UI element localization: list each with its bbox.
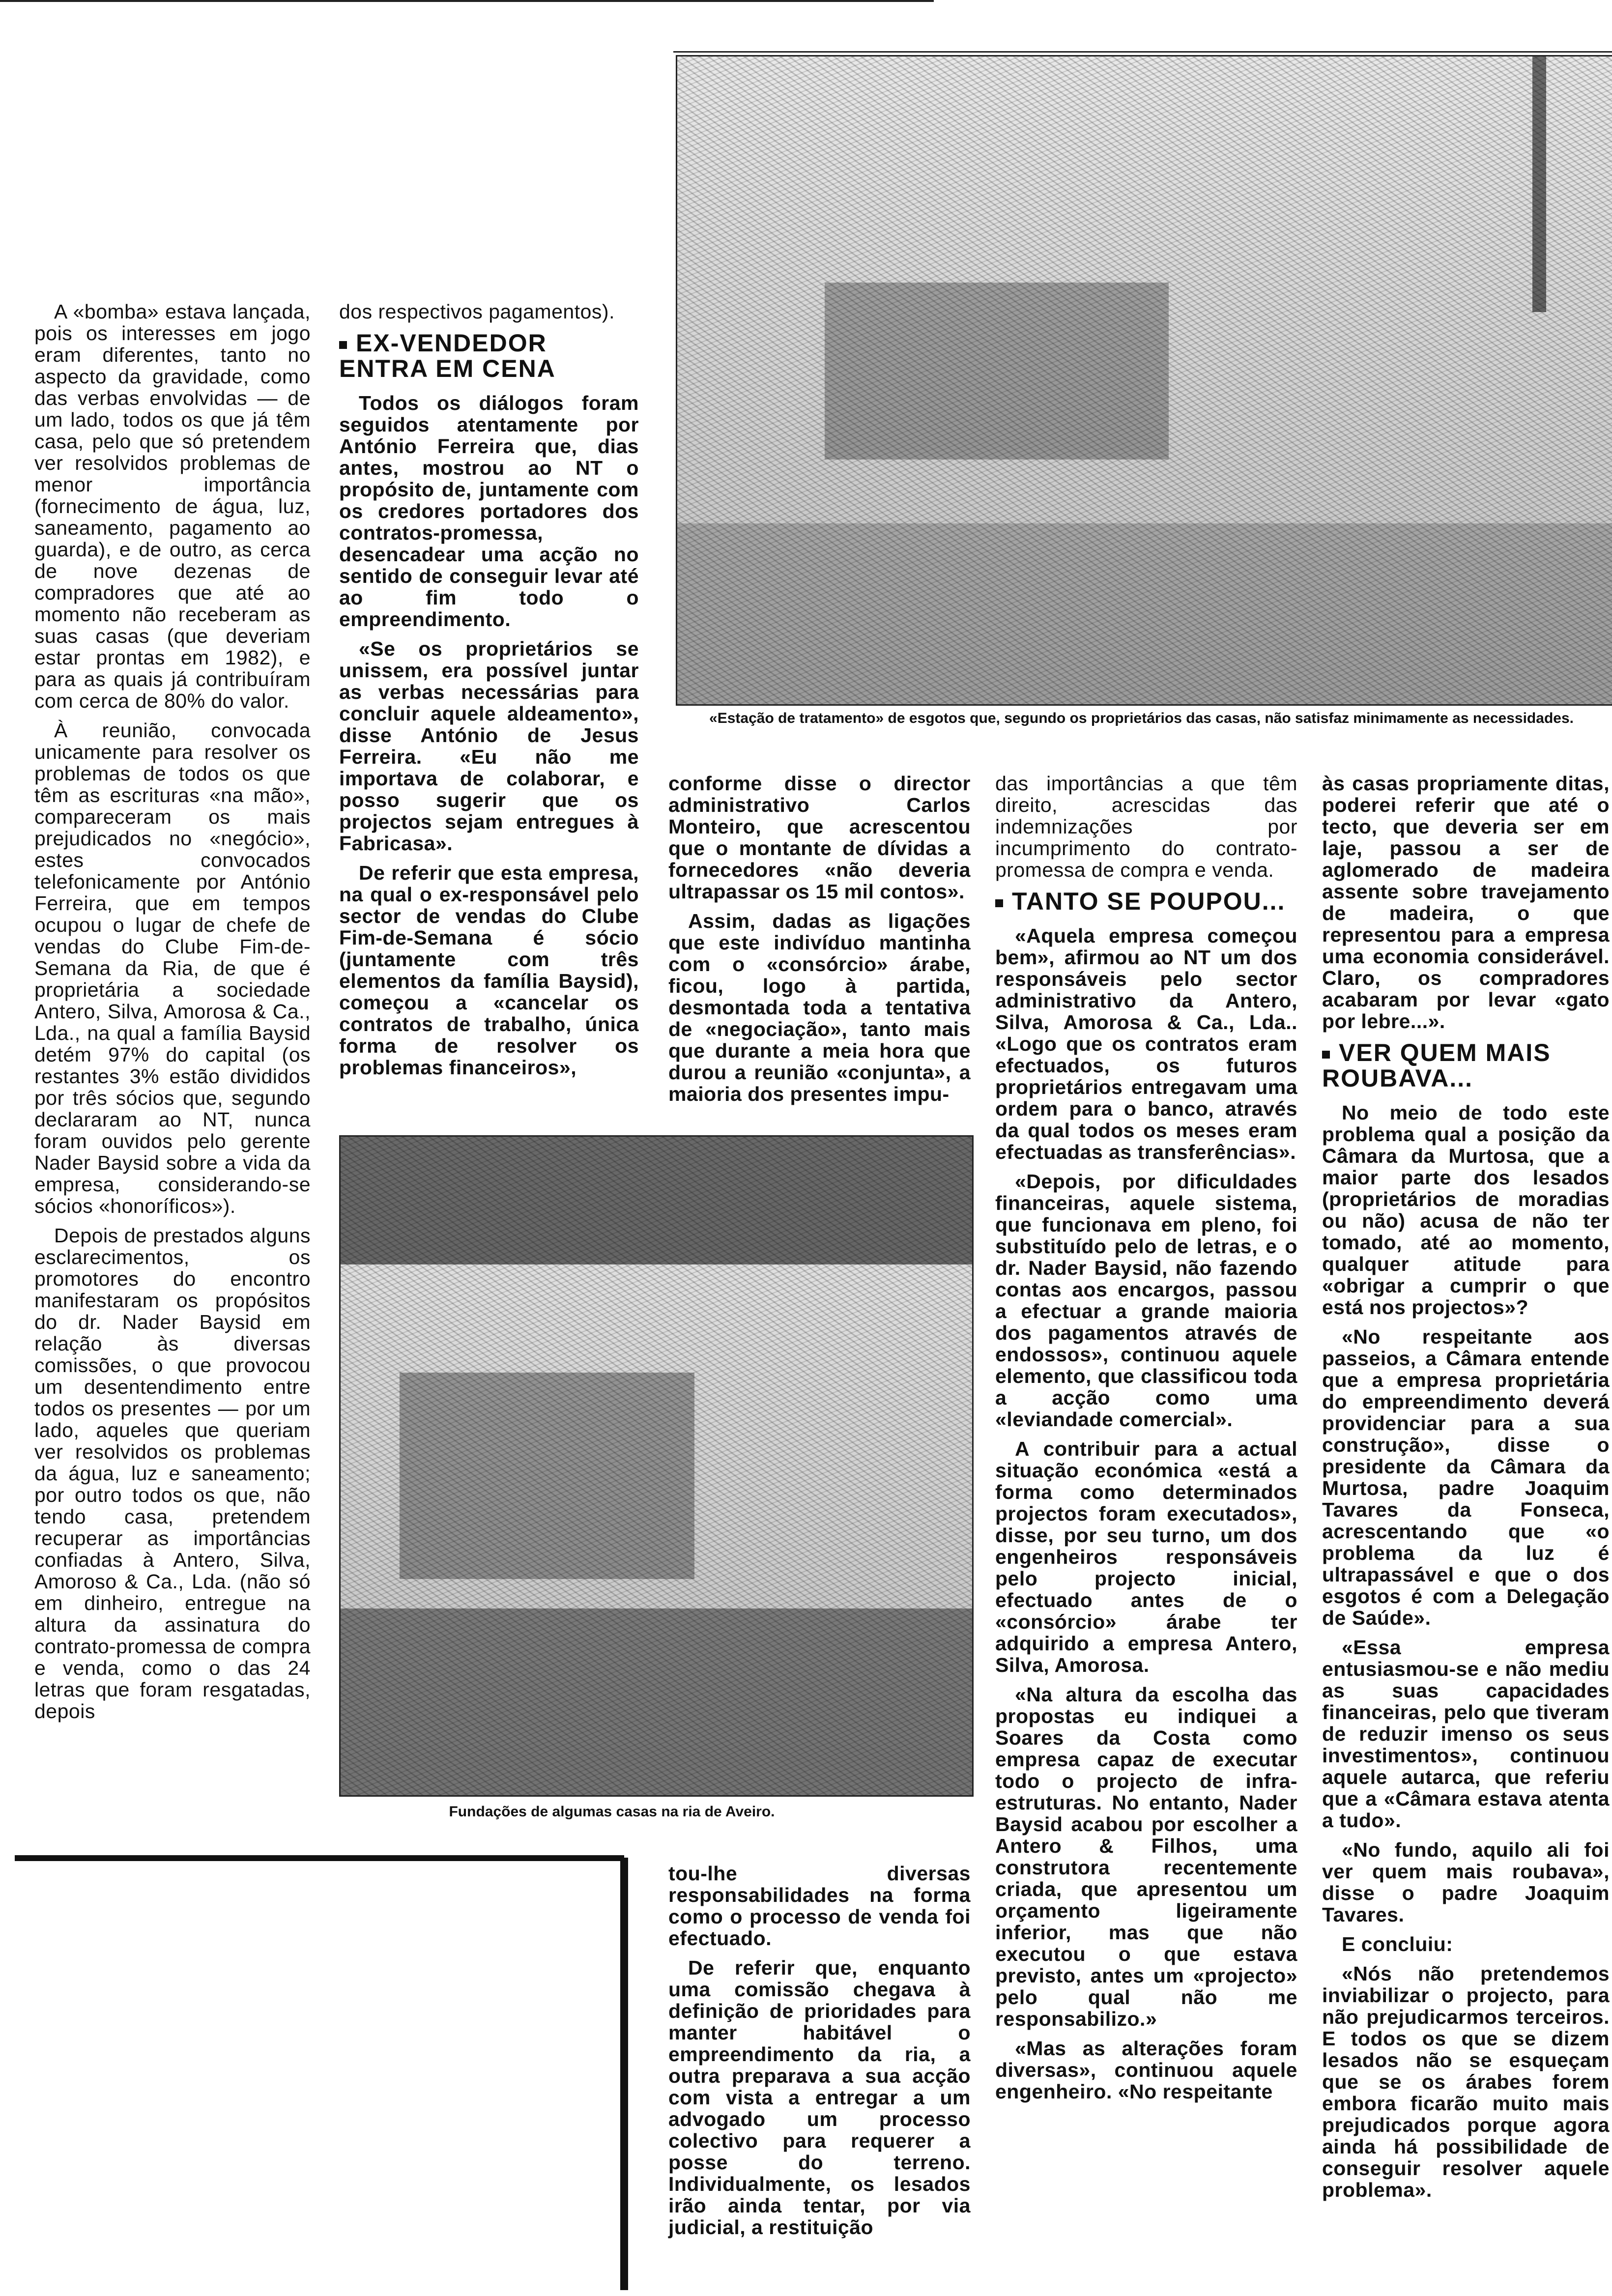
photo-top-rule: [673, 51, 1612, 53]
col4-paragraph-2: «Depois, por dificuldades financeiras, aquele sistema, que funcionava em pleno, foi substituído pelo de letras, e o dr. Nader Baysid, não fazendo contas aos encargos, passou a efectuar a grande maioria dos pagamentos através de endossos», continuou aquele elemento, que classificou toda a acção como uma «leviandade comercial».: [995, 1170, 1297, 1431]
subhead-ver-quem-mais-roubava: VER QUEM MAIS ROUBAVA...: [1322, 1039, 1551, 1092]
column-3: [668, 773, 971, 1113]
bullet-square-icon: [339, 341, 347, 349]
col5-paragraph-4: «No fundo, aquilo ali foi ver quem mais roubava», disse o padre Joaquim Tavares.: [1322, 1838, 1610, 1926]
col4-paragraph-5: «Mas as alterações foram diversas», continuou aquele engenheiro. «No respeitante: [995, 2037, 1297, 2103]
bullet-square-icon: [995, 899, 1003, 907]
bullet-square-icon: [1322, 1051, 1330, 1059]
col3-paragraph-2: Assim, dadas as ligações que este indivíduo mantinha com o «consórcio» árabe, ficou, logo à partida, desmontada toda a tentativa de «negociação», tanto mais que durante a meia hora que durou a reunião «conjunta», a maioria dos presentes impu-: [668, 910, 971, 1105]
subhead-ex-vendedor: EX-VENDEDOR ENTRA EM CENA: [339, 329, 556, 382]
col6-paragraph-2: De referir que, enquanto uma comissão chegava à definição de prioridades para manter habitável o empreendimento da ria, a outra preparava a sua acção com vista a entregar a um advogado um processo colectivo para requerer a posse do terreno. Individualmente, os lesados irão ainda tentar, por via judicial, a restituição: [668, 1956, 971, 2239]
col6-paragraph-1: tou-lhe diversas responsabilidades na forma como o processo de venda foi efectuado.: [668, 1862, 971, 1950]
col5-intro: às casas propriamente ditas, poderei referir que até o tecto, que deveria ser em laje, passou a ser de aglomerado de madeira assente sobre travejamento de madeira, o que representou para a empresa uma economia considerável. Claro, os compradores acabaram por levar «gato por lebre...».: [1322, 772, 1610, 1033]
photo-mid-caption: Fundações de algumas casas na ria de Aveiro.: [449, 1804, 775, 1820]
photo-sewage-station: [676, 55, 1612, 706]
top-rule: [0, 0, 934, 2]
col5-paragraph-5: E concluiu:: [1342, 1933, 1453, 1955]
subhead-tanto-se-poupou: TANTO SE POUPOU...: [995, 889, 1297, 914]
col5-paragraph-3: «Essa empresa entusiasmou-se e não mediu as suas capacidades financeiras, pelo que tiveram de reduzir imenso os seus investimentos», continuou aquele autarca, que referiu que a «Câmara estava atenta a tudo».: [1322, 1636, 1610, 1832]
column-2: [339, 301, 639, 1086]
col1-paragraph-1: A «bomba» estava lançada, pois os interesses em jogo eram diferentes, tanto no aspecto da gravidade, como das verbas envolvidas — de um lado, todos os que já têm casa, pelo que só pretendem ver resolvidos problemas de menor importância (fornecimento de água, luz, saneamento, pagamento ao guarda), e de outro, as cerca de nove dezenas de compradores que até ao momento não receberam as suas casas (que deveriam estar prontas em 1982), e para as quais já contribuíram com cerca de 80% do valor.: [34, 300, 311, 712]
column-5: [1322, 773, 1610, 2209]
bottom-black-bar: [15, 1855, 624, 1861]
column-4: [995, 773, 1297, 2110]
column-6: [668, 1863, 971, 2246]
col4-paragraph-4: «Na altura da escolha das propostas eu indiquei a Soares da Costa como empresa capaz de executar todo o projecto de infra-estruturas. No entanto, Nader Baysid acabou por escolher a Antero & Filhos, uma construtora recentemente criada, que apresentou um orçamento ligeiramente inferior, mas que não executou o que estava previsto, antes um «projecto» pelo qual não me responsabilizo.»: [995, 1683, 1297, 2030]
photo-top-caption: «Estação de tratamento» de esgotos que, segundo os proprietários das casas, não satisfaz minimamente as necessidades.: [709, 710, 1574, 726]
col1-paragraph-2: À reunião, convocada unicamente para resolver os problemas de todos os que têm as escrituras «na mão», compareceram os mais prejudicados no «negócio», estes convocados telefonicamente por António Ferreira, que em tempos ocupou o lugar de chefe de vendas do Clube Fim-de-Semana da Ria, de que é proprietária a sociedade Antero, Silva, Amorosa & Ca., Lda., na qual a família Baysid detém 97% do capital (os restantes 3% estão divididos por três sócios que, segundo declararam ao NT, nunca foram ouvidos pelo gerente Nader Baysid sobre a vida da empresa, considerando-se sócios «honoríficos»).: [34, 719, 311, 1217]
col5-paragraph-1: No meio de todo este problema qual a posição da Câmara da Murtosa, que a maior parte dos lesados (proprietários de moradias ou não) acusa de não ter tomado, até ao momento, qualquer atitude para «obrigar a cumprir o que está nos projectos»?: [1322, 1101, 1610, 1319]
col2-paragraph-3: De referir que esta empresa, na qual o ex-responsável pelo sector de vendas do Clube Fim-de-Semana é sócio (juntamente com três elementos da família Baysid), começou a «cancelar os contratos de trabalho, única forma de resolver os problemas financeiros»,: [339, 861, 639, 1079]
col5-paragraph-6: «Nós não pretendemos inviabilizar o projecto, para não prejudicarmos terceiros. E todos os que se dizem lesados não se esqueçam que se os árabes forem embora ficarão muito mais prejudicados porque agora ainda há possibilidade de conseguir resolver aquele problema».: [1322, 1962, 1610, 2201]
col4-paragraph-1: «Aquela empresa começou bem», afirmou ao NT um dos responsáveis pelo sector administrativo da Antero, Silva, Amorosa & Ca., Lda.. «Logo que os contratos eram efectuados, os futuros proprietários entregavam uma ordem para o banco, através da qual todos os meses eram efectuadas as transferências».: [995, 924, 1297, 1163]
col4-paragraph-3: A contribuir para a actual situação económica «está a forma como determinados projectos foram executados», disse, por seu turno, um dos engenheiros responsáveis pelo projecto inicial, efectuado antes de o «consórcio» árabe ter adquirido a empresa Antero, Silva, Amorosa.: [995, 1437, 1297, 1676]
col2-paragraph-1: Todos os diálogos foram seguidos atentamente por António Ferreira que, dias antes, mostrou ao NT o propósito de, juntamente com os credores portadores dos contratos-promessa, desencadear uma acção no sentido de conseguir levar até ao fim todo o empreendimento.: [339, 392, 639, 631]
bottom-vertical-bar: [620, 1858, 628, 2290]
col3-paragraph-1: conforme disse o director administrativo Carlos Monteiro, que acrescentou que o montante de dívidas a fornecedores «não deveria ultrapassar os 15 mil contos».: [668, 772, 971, 903]
col5-paragraph-2: «No respeitante aos passeios, a Câmara entende que a empresa proprietária do empreendimento deverá providenciar para a sua construção», disse o presidente da Câmara da Murtosa, padre Joaquim Tavares da Fonseca, acrescentando que «o problema da luz é ultrapassável e que o dos esgotos é com a Delegação de Saúde».: [1322, 1325, 1610, 1629]
col4-intro: das importâncias a que têm direito, acrescidas das indemnizações por incumprimento do contrato-promessa de compra e venda.: [995, 772, 1297, 881]
col1-paragraph-3: Depois de prestados alguns esclarecimentos, os promotores do encontro manifestaram os propósitos do dr. Nader Baysid em relação às diversas comissões, o que provocou um desentendimento entre todos os presentes — por um lado, aqueles que queriam ver resolvidos os problemas da água, luz e saneamento; por outro todos os que, não tendo casa, pretendem recuperar as importâncias confiadas à Antero, Silva, Amoroso & Ca., Lda. (não só em dinheiro, entregue na altura da assinatura do contrato-promessa de compra e venda, como o das 24 letras que foram resgatadas, depois: [34, 1224, 311, 1722]
photo-house-foundations: [339, 1135, 974, 1797]
column-1: [34, 301, 311, 1730]
col2-paragraph-2: «Se os proprietários se unissem, era possível juntar as verbas necessárias para concluir aquele aldeamento», disse António de Jesus Ferreira. «Eu não me importava de colaborar, e posso sugerir que os projectos sejam entregues à Fabricasa».: [339, 637, 639, 855]
col2-intro: dos respectivos pagamentos).: [339, 300, 615, 323]
